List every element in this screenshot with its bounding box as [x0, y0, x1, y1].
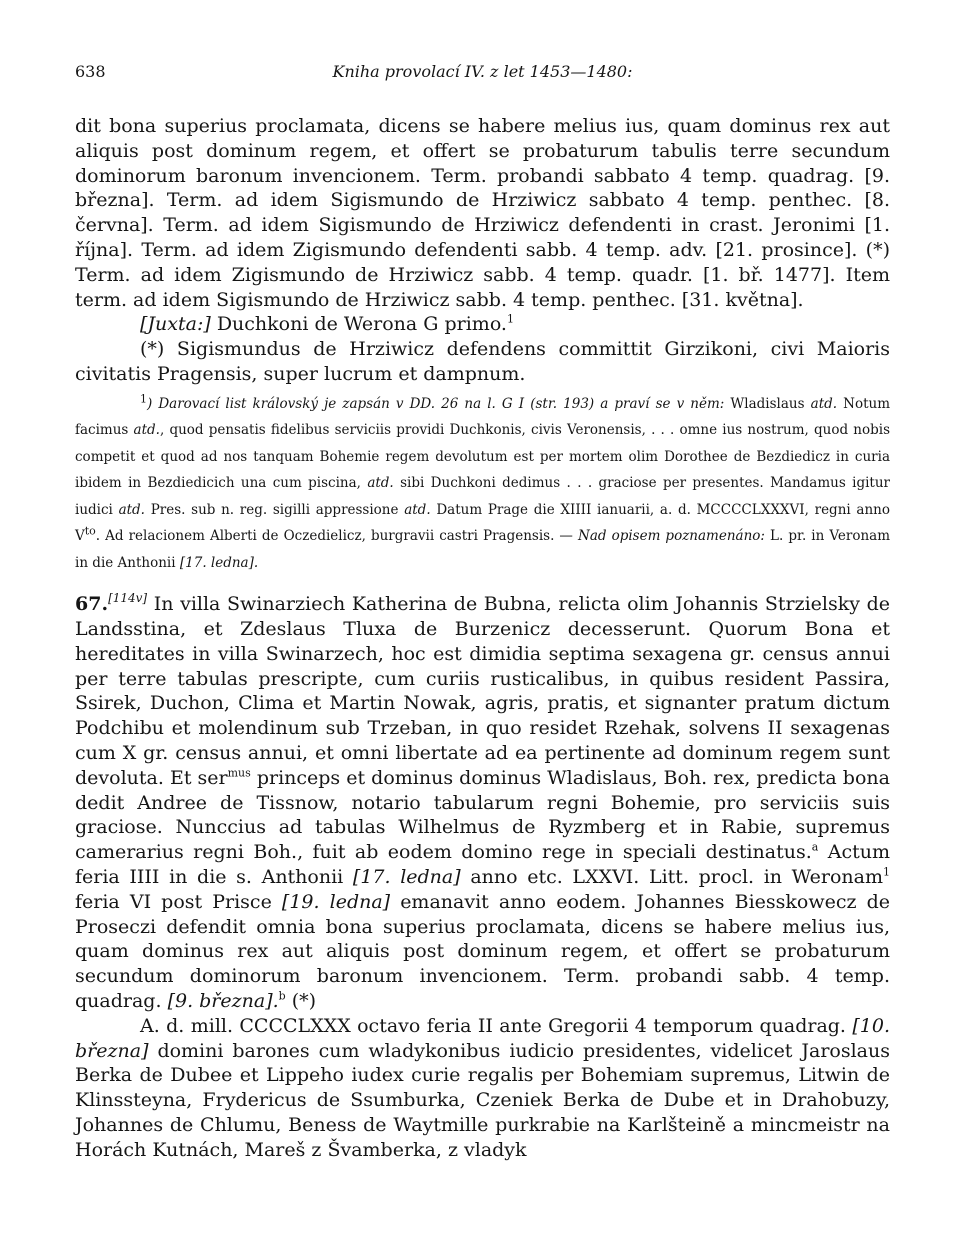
footnote-mark: 1 [140, 392, 147, 406]
entry-67: 67.[114v] In villa Swinarziech Katherina de Bubna, relicta olim Johannis Strzielsky de Landsstina, et Zdeslaus Tluxa de Burzenicz decesserunt. Quorum Bona et hereditates in villa Swinarzech, hoc est dimidia septima sexagena gr. census annui per terre tabulas prescripte, cum curiis rusticalibus, in quibus resident Passira, Ssirek, Duchon, Clima et Martin Nowak, agris, pratis, et signanter pratum dictum Podchibu et molendinum sub Trzeban, in quo residet Rzehak, solvens II sexagenas cum X gr. census annui, et omni libertate ad ea pertinente ad dominum regem sunt devoluta. Et ser$^{mus}$ princeps et dominus dominus Wladislaus, Boh. rex, predicta bona dedit Andree de Tissnow, notario tabularum regni Bohemie, pro serviciis suis graciose. Nunccius ad tabulas Wilhelmus de Ryzmberg et in Rabie, supremus camerarius regni Boh., fuit ab eodem domino rege in speciali destinatus.$^a$ Actum feria IIII in die s. Anthonii [17. ledna] anno etc. LXXVI. Litt. procl. in Weronam$^1$ feria VI post Prisce [19. ledna] emanavit anno eodem. Johannes Biesskowecz de Proseczi defendit omnia bona superius proclamata, dicens se habere melius ius, quam dominus rex aut aliquis post dominum regem, et offert se probaturum secundum dominorum baronum invencionem. Term. probandi sabb. 4 temp. quadrag. [9. března].$^b$ (*) [75, 591, 891, 1013]
continuation-paragraph: dit bona superius proclamata, dicens se habere melius ius, quam dominus rex aut aliquis post dominum regem, et offert se probaturum tabulis terre secundum dominorum baronum invencionem. Term. probandi sabbato 4 temp. quadrag. [9. března]. Term. ad idem Sigismundo de Hrziwicz sabbato 4 temp. penthec. [8. června]. Term. ad idem Sigismundo de Hrziwicz defendenti in crast. Jeronimi [1. října]. Term. ad idem Zigismundo defendenti sabb. 4 temp. adv. [21. prosince]. (*) Term. ad idem Zigismundo de Hrziwicz sabb. 4 temp. quadr. [1. bř. 1477]. Item term. ad idem Sigismundo de Hrziwicz sabb. 4 temp. penthec. [31. května]. [75, 115, 890, 311]
entry-number: 67. [75, 593, 109, 616]
final-paragraph: A. d. mill. CCCCLXXX octavo feria II ante Gregorii 4 temporum quadrag. [10. března] domini barones cum wladykonibus iudicio presidentes, videlicet Jaroslaus Berka de Dubee et Lippeho iudex curie regalis per Bohemiam supremus, Litwin de Klinssteyna, Frydericus de Ssumburka, Czeniek Berka de Dube et in Drahobuzy, Johannes de Chlumu, Beness de Waytmille purkrabie na Karlšteině a mincmeistr na Horách Kutnách, Mareš z Švamberka, z vladyk [75, 1014, 890, 1161]
footnote-intro: ) Darovací list královský je zapsán v DD. 26 na l. G I (str. 193) a praví se v něm: [147, 395, 725, 412]
page-number: 638 [75, 62, 106, 81]
juxta-note [75, 312, 890, 337]
folio-reference: [114v] [108, 591, 148, 606]
footnote-reference: 1 [506, 313, 514, 327]
footnote: $^1$) Darovací list královský je zapsán v DD. 26 na l. G I (str. 193) a praví se v něm: Wladislaus atd. Notum facimus atd., quod pensatis fidelibus serviciis providi Duchkonis, civis Veronensis, . . . omne ius nostrum, quod nobis competit et quod ad nos tanquam Bohemie regem devolutum est per mortem olim Dorothee de Bezdiedicz in curia ibidem in Bezdiedicich una cum piscina, atd. sibi Duchkoni dedimus . . . graciose per presentes. Mandamus igitur iudici atd. Pres. sub n. reg. sigilli appressione atd. Datum Prage die XIIII ianuarii, a. d. MCCCCLXXXVI, regni anno $V^{to}$. Ad relacionem Alberti de Oczedielicz, burgravii castri Pragensis. — Nad opisem poznamenáno: L. pr. in Veronam in die Anthonii [17. ledna]. [75, 392, 891, 571]
defendens-note: (*) Sigismundus de Hrziwicz defendens committit Girzikoni, civi Maioris civitatis Pragensis, super lucrum et dampnum. [75, 338, 890, 385]
juxta-label: [Juxta:] [140, 313, 211, 336]
running-head [75, 62, 890, 82]
juxta-text: Duchkoni de Werona G primo. [216, 313, 507, 336]
running-title: Kniha provolací IV. z let 1453—1480: [332, 62, 633, 81]
